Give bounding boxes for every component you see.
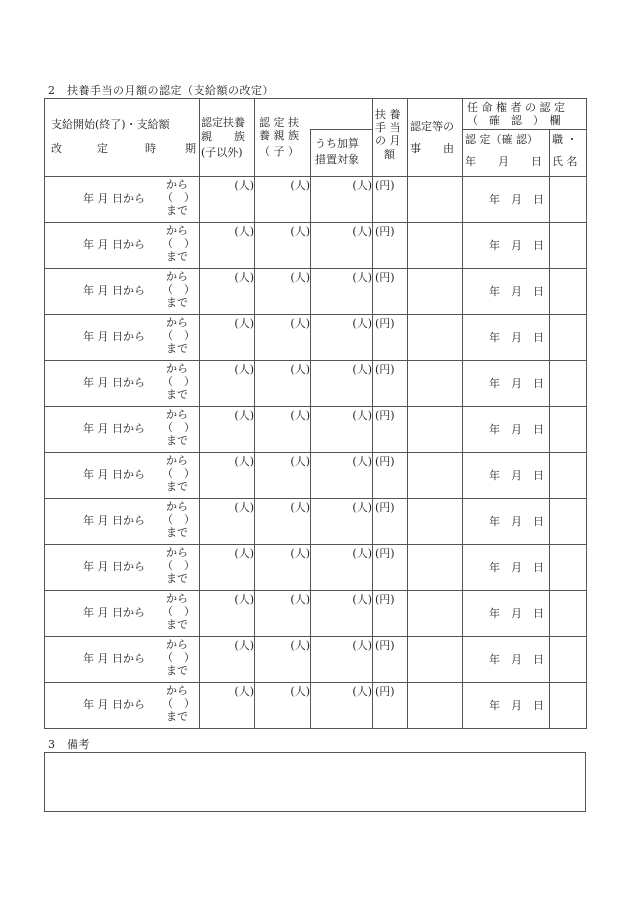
header-monthly-l4: 額 — [384, 148, 395, 161]
persons-unit: (人) — [290, 225, 310, 238]
yen-unit: (円) — [375, 639, 395, 652]
confirm-date-cell[interactable] — [463, 545, 550, 591]
confirm-date-text: 年 月 日 — [489, 331, 544, 344]
period-paren: （ ） — [162, 191, 195, 204]
period-kara: から — [166, 500, 188, 513]
period-made: まで — [166, 526, 188, 539]
persons-unit: (人) — [290, 639, 310, 652]
confirm-date-cell[interactable] — [463, 269, 550, 315]
confirm-date-text: 年 月 日 — [489, 193, 544, 206]
period-made: まで — [166, 250, 188, 263]
period-made: まで — [166, 388, 188, 401]
special-measure-cell[interactable] — [311, 407, 373, 453]
dep-child-cell[interactable] — [255, 545, 311, 591]
reason-cell[interactable] — [408, 637, 463, 683]
title-name-cell[interactable] — [550, 177, 587, 223]
special-measure-cell[interactable] — [311, 315, 373, 361]
yen-unit: (円) — [375, 179, 395, 192]
yen-unit: (円) — [375, 409, 395, 422]
persons-unit: (人) — [290, 501, 310, 514]
persons-unit: (人) — [290, 455, 310, 468]
confirm-date-cell[interactable] — [463, 683, 550, 729]
confirm-date-cell[interactable] — [463, 223, 550, 269]
confirm-date-text: 年 月 日 — [489, 377, 544, 390]
confirm-date-text: 年 月 日 — [489, 469, 544, 482]
period-made: まで — [166, 342, 188, 355]
dep-child-cell[interactable] — [255, 269, 311, 315]
period-kara: から — [166, 454, 188, 467]
section-2-title: 2 扶養手当の月額の認定（支給額の改定） — [48, 84, 274, 97]
persons-unit: (人) — [234, 409, 254, 422]
yen-unit: (円) — [375, 317, 395, 330]
monthly-amount-cell[interactable] — [373, 637, 408, 683]
special-measure-cell[interactable] — [311, 637, 373, 683]
persons-unit: (人) — [352, 639, 372, 652]
header-title-name — [550, 130, 587, 177]
confirm-date-text: 年 月 日 — [489, 561, 544, 574]
period-cell[interactable] — [45, 407, 200, 453]
dep-other-cell[interactable] — [200, 407, 255, 453]
header-reason-l2: 事 由 — [410, 142, 454, 155]
dep-other-cell[interactable] — [200, 545, 255, 591]
period-start-date: 年 月 日から — [83, 514, 145, 527]
yen-unit: (円) — [375, 455, 395, 468]
reason-cell[interactable] — [408, 361, 463, 407]
period-start-date: 年 月 日から — [83, 606, 145, 619]
dep-other-cell[interactable] — [200, 177, 255, 223]
period-paren: （ ） — [162, 283, 195, 296]
header-monthly-l1: 扶 養 — [375, 108, 401, 121]
persons-unit: (人) — [352, 409, 372, 422]
title-name-cell[interactable] — [550, 407, 587, 453]
confirm-date-text: 年 月 日 — [489, 699, 544, 712]
title-name-cell[interactable] — [550, 591, 587, 637]
yen-unit: (円) — [375, 501, 395, 514]
period-kara: から — [166, 316, 188, 329]
title-name-cell[interactable] — [550, 315, 587, 361]
monthly-amount-cell[interactable] — [373, 177, 408, 223]
reason-cell[interactable] — [408, 499, 463, 545]
reason-cell[interactable] — [408, 407, 463, 453]
header-title-name-l2: 氏 名 — [552, 155, 578, 168]
dep-other-cell[interactable] — [200, 591, 255, 637]
title-name-cell[interactable] — [550, 637, 587, 683]
monthly-amount-cell[interactable] — [373, 683, 408, 729]
monthly-amount-cell[interactable] — [373, 223, 408, 269]
period-kara: から — [166, 684, 188, 697]
period-made: まで — [166, 296, 188, 309]
persons-unit: (人) — [290, 547, 310, 560]
persons-unit: (人) — [352, 271, 372, 284]
header-dependents-child — [255, 99, 373, 130]
dep-other-cell[interactable] — [200, 223, 255, 269]
special-measure-cell[interactable] — [311, 361, 373, 407]
yen-unit: (円) — [375, 363, 395, 376]
dep-other-cell[interactable] — [200, 637, 255, 683]
header-confirm-date — [463, 130, 550, 177]
table-row — [45, 453, 587, 499]
special-measure-cell[interactable] — [311, 223, 373, 269]
dep-other-cell[interactable] — [200, 683, 255, 729]
title-name-cell[interactable] — [550, 453, 587, 499]
reason-cell[interactable] — [408, 315, 463, 361]
period-start-date: 年 月 日から — [83, 376, 145, 389]
period-paren: （ ） — [162, 329, 195, 342]
persons-unit: (人) — [234, 455, 254, 468]
period-cell[interactable] — [45, 453, 200, 499]
persons-unit: (人) — [234, 363, 254, 376]
period-cell[interactable] — [45, 545, 200, 591]
period-start-date: 年 月 日から — [83, 330, 145, 343]
persons-unit: (人) — [290, 317, 310, 330]
persons-unit: (人) — [234, 639, 254, 652]
special-measure-cell[interactable] — [311, 545, 373, 591]
period-paren: （ ） — [162, 697, 195, 710]
header-period-tei: 定 — [97, 142, 108, 155]
persons-unit: (人) — [290, 271, 310, 284]
table-row — [45, 315, 587, 361]
persons-unit: (人) — [234, 501, 254, 514]
header-dep-child-l3: （ 子 ） — [259, 144, 299, 158]
monthly-amount-cell[interactable] — [373, 361, 408, 407]
dep-other-cell[interactable] — [200, 499, 255, 545]
header-monthly-amount — [373, 99, 408, 177]
table-row — [45, 545, 587, 591]
header-appointer-l1: 任 命 権 者 の 認 定 — [467, 101, 565, 114]
dep-child-cell[interactable] — [255, 637, 311, 683]
period-start-date: 年 月 日から — [83, 698, 145, 711]
period-paren: （ ） — [162, 559, 195, 572]
confirm-date-cell[interactable] — [463, 361, 550, 407]
dep-other-cell[interactable] — [200, 269, 255, 315]
persons-unit: (人) — [352, 363, 372, 376]
table-row — [45, 637, 587, 683]
confirm-date-text: 年 月 日 — [489, 607, 544, 620]
persons-unit: (人) — [352, 501, 372, 514]
period-kara: から — [166, 546, 188, 559]
period-start-date: 年 月 日から — [83, 560, 145, 573]
confirm-date-cell[interactable] — [463, 499, 550, 545]
period-paren: （ ） — [162, 513, 195, 526]
period-cell[interactable] — [45, 177, 200, 223]
confirm-date-cell[interactable] — [463, 591, 550, 637]
header-period — [45, 99, 200, 177]
persons-unit: (人) — [234, 547, 254, 560]
special-measure-cell[interactable] — [311, 591, 373, 637]
persons-unit: (人) — [352, 317, 372, 330]
special-measure-cell[interactable] — [311, 177, 373, 223]
period-paren: （ ） — [162, 651, 195, 664]
dep-child-cell[interactable] — [255, 683, 311, 729]
table-row — [45, 177, 587, 223]
period-kara: から — [166, 638, 188, 651]
period-paren: （ ） — [162, 605, 195, 618]
confirm-date-cell[interactable] — [463, 407, 550, 453]
period-made: まで — [166, 572, 188, 585]
persons-unit: (人) — [234, 225, 254, 238]
period-cell[interactable] — [45, 591, 200, 637]
header-dep-child-l1: 認 定 扶 — [259, 116, 299, 129]
title-name-cell[interactable] — [550, 361, 587, 407]
period-cell[interactable] — [45, 361, 200, 407]
header-title-name-l1: 職 ・ — [552, 133, 578, 146]
persons-unit: (人) — [352, 593, 372, 606]
table-row — [45, 683, 587, 729]
header-monthly-l2: 手 当 — [375, 121, 401, 134]
header-dep-other-l2: 親 族 — [201, 130, 245, 143]
period-cell[interactable] — [45, 223, 200, 269]
confirm-date-text: 年 月 日 — [489, 239, 544, 252]
dep-child-cell[interactable] — [255, 407, 311, 453]
dep-other-cell[interactable] — [200, 315, 255, 361]
confirm-date-cell[interactable] — [463, 637, 550, 683]
title-name-cell[interactable] — [550, 223, 587, 269]
special-measure-cell[interactable] — [311, 683, 373, 729]
period-start-date: 年 月 日から — [83, 422, 145, 435]
yen-unit: (円) — [375, 547, 395, 560]
persons-unit: (人) — [290, 593, 310, 606]
period-kara: から — [166, 592, 188, 605]
header-dep-child-sub — [255, 130, 311, 177]
period-cell[interactable] — [45, 269, 200, 315]
period-kara: から — [166, 224, 188, 237]
table-row — [45, 223, 587, 269]
header-dep-other-l3: (子以外) — [201, 146, 243, 159]
header-special-l1: うち加算 — [315, 137, 359, 150]
reason-cell[interactable] — [408, 177, 463, 223]
header-period-ji: 時 — [145, 142, 156, 155]
confirm-date-cell[interactable] — [463, 315, 550, 361]
period-start-date: 年 月 日から — [83, 284, 145, 297]
persons-unit: (人) — [234, 179, 254, 192]
persons-unit: (人) — [352, 685, 372, 698]
persons-unit: (人) — [234, 317, 254, 330]
title-name-cell[interactable] — [550, 269, 587, 315]
dep-child-cell[interactable] — [255, 315, 311, 361]
table-row — [45, 361, 587, 407]
persons-unit: (人) — [352, 225, 372, 238]
table-row — [45, 499, 587, 545]
confirm-date-text: 年 月 日 — [489, 515, 544, 528]
period-paren: （ ） — [162, 467, 195, 480]
dep-child-cell[interactable] — [255, 177, 311, 223]
period-cell[interactable] — [45, 683, 200, 729]
confirm-date-cell[interactable] — [463, 177, 550, 223]
dep-child-cell[interactable] — [255, 361, 311, 407]
header-appointer — [463, 99, 587, 130]
persons-unit: (人) — [234, 271, 254, 284]
title-name-cell[interactable] — [550, 499, 587, 545]
yen-unit: (円) — [375, 271, 395, 284]
monthly-amount-cell[interactable] — [373, 269, 408, 315]
special-measure-cell[interactable] — [311, 269, 373, 315]
period-kara: から — [166, 408, 188, 421]
period-start-date: 年 月 日から — [83, 652, 145, 665]
header-appointer-l2: （ 確 認 ） 欄 — [467, 114, 561, 127]
period-kara: から — [166, 270, 188, 283]
reason-cell[interactable] — [408, 223, 463, 269]
period-paren: （ ） — [162, 237, 195, 250]
header-special-measure — [311, 130, 373, 177]
persons-unit: (人) — [352, 547, 372, 560]
header-confirm-l2: 年 月 日 — [465, 155, 542, 168]
persons-unit: (人) — [290, 409, 310, 422]
table-row — [45, 407, 587, 453]
confirm-date-text: 年 月 日 — [489, 423, 544, 436]
period-cell[interactable] — [45, 315, 200, 361]
dep-child-cell[interactable] — [255, 453, 311, 499]
special-measure-cell[interactable] — [311, 453, 373, 499]
period-start-date: 年 月 日から — [83, 468, 145, 481]
special-measure-cell[interactable] — [311, 499, 373, 545]
dep-child-cell[interactable] — [255, 223, 311, 269]
period-cell[interactable] — [45, 499, 200, 545]
persons-unit: (人) — [290, 685, 310, 698]
period-made: まで — [166, 710, 188, 723]
header-reason — [408, 99, 463, 177]
persons-unit: (人) — [290, 363, 310, 376]
period-made: まで — [166, 204, 188, 217]
confirm-date-text: 年 月 日 — [489, 285, 544, 298]
reason-cell[interactable] — [408, 453, 463, 499]
confirm-date-text: 年 月 日 — [489, 653, 544, 666]
reason-cell[interactable] — [408, 269, 463, 315]
monthly-amount-cell[interactable] — [373, 499, 408, 545]
confirm-date-cell[interactable] — [463, 453, 550, 499]
period-cell[interactable] — [45, 637, 200, 683]
header-dependents-other — [200, 99, 255, 177]
header-monthly-l3: の 月 — [375, 134, 401, 147]
dep-other-cell[interactable] — [200, 361, 255, 407]
persons-unit: (人) — [290, 179, 310, 192]
header-dep-other-l1: 認定扶養 — [201, 116, 245, 129]
title-name-cell[interactable] — [550, 683, 587, 729]
dep-child-cell[interactable] — [255, 591, 311, 637]
period-kara: から — [166, 362, 188, 375]
header-period-line1: 支給開始(終了)・支給額 — [51, 118, 170, 131]
persons-unit: (人) — [234, 593, 254, 606]
period-made: まで — [166, 664, 188, 677]
period-start-date: 年 月 日から — [83, 192, 145, 205]
header-reason-l1: 認定等の — [410, 120, 454, 133]
table-row — [45, 591, 587, 637]
monthly-amount-cell[interactable] — [373, 545, 408, 591]
period-kara: から — [166, 178, 188, 191]
reason-cell[interactable] — [408, 545, 463, 591]
monthly-amount-cell[interactable] — [373, 453, 408, 499]
yen-unit: (円) — [375, 685, 395, 698]
dep-other-cell[interactable] — [200, 453, 255, 499]
table-row — [45, 269, 587, 315]
period-made: まで — [166, 480, 188, 493]
yen-unit: (円) — [375, 593, 395, 606]
header-confirm-l1: 認 定（確 認） — [465, 133, 538, 146]
period-paren: （ ） — [162, 375, 195, 388]
reason-cell[interactable] — [408, 683, 463, 729]
monthly-amount-cell[interactable] — [373, 591, 408, 637]
remarks-box[interactable] — [44, 752, 586, 812]
section-3-title: 3 備考 — [48, 738, 90, 751]
header-period-ki: 期 — [185, 142, 196, 155]
persons-unit: (人) — [352, 455, 372, 468]
period-made: まで — [166, 618, 188, 631]
period-paren: （ ） — [162, 421, 195, 434]
allowance-table — [44, 98, 587, 729]
monthly-amount-cell[interactable] — [373, 315, 408, 361]
yen-unit: (円) — [375, 225, 395, 238]
title-name-cell[interactable] — [550, 545, 587, 591]
reason-cell[interactable] — [408, 591, 463, 637]
header-period-kai: 改 — [51, 142, 62, 155]
monthly-amount-cell[interactable] — [373, 407, 408, 453]
persons-unit: (人) — [352, 179, 372, 192]
header-special-l2: 措置対象 — [315, 153, 359, 166]
persons-unit: (人) — [234, 685, 254, 698]
header-dep-child-l2: 養 親 族 — [259, 128, 299, 142]
period-made: まで — [166, 434, 188, 447]
dep-child-cell[interactable] — [255, 499, 311, 545]
period-start-date: 年 月 日から — [83, 238, 145, 251]
